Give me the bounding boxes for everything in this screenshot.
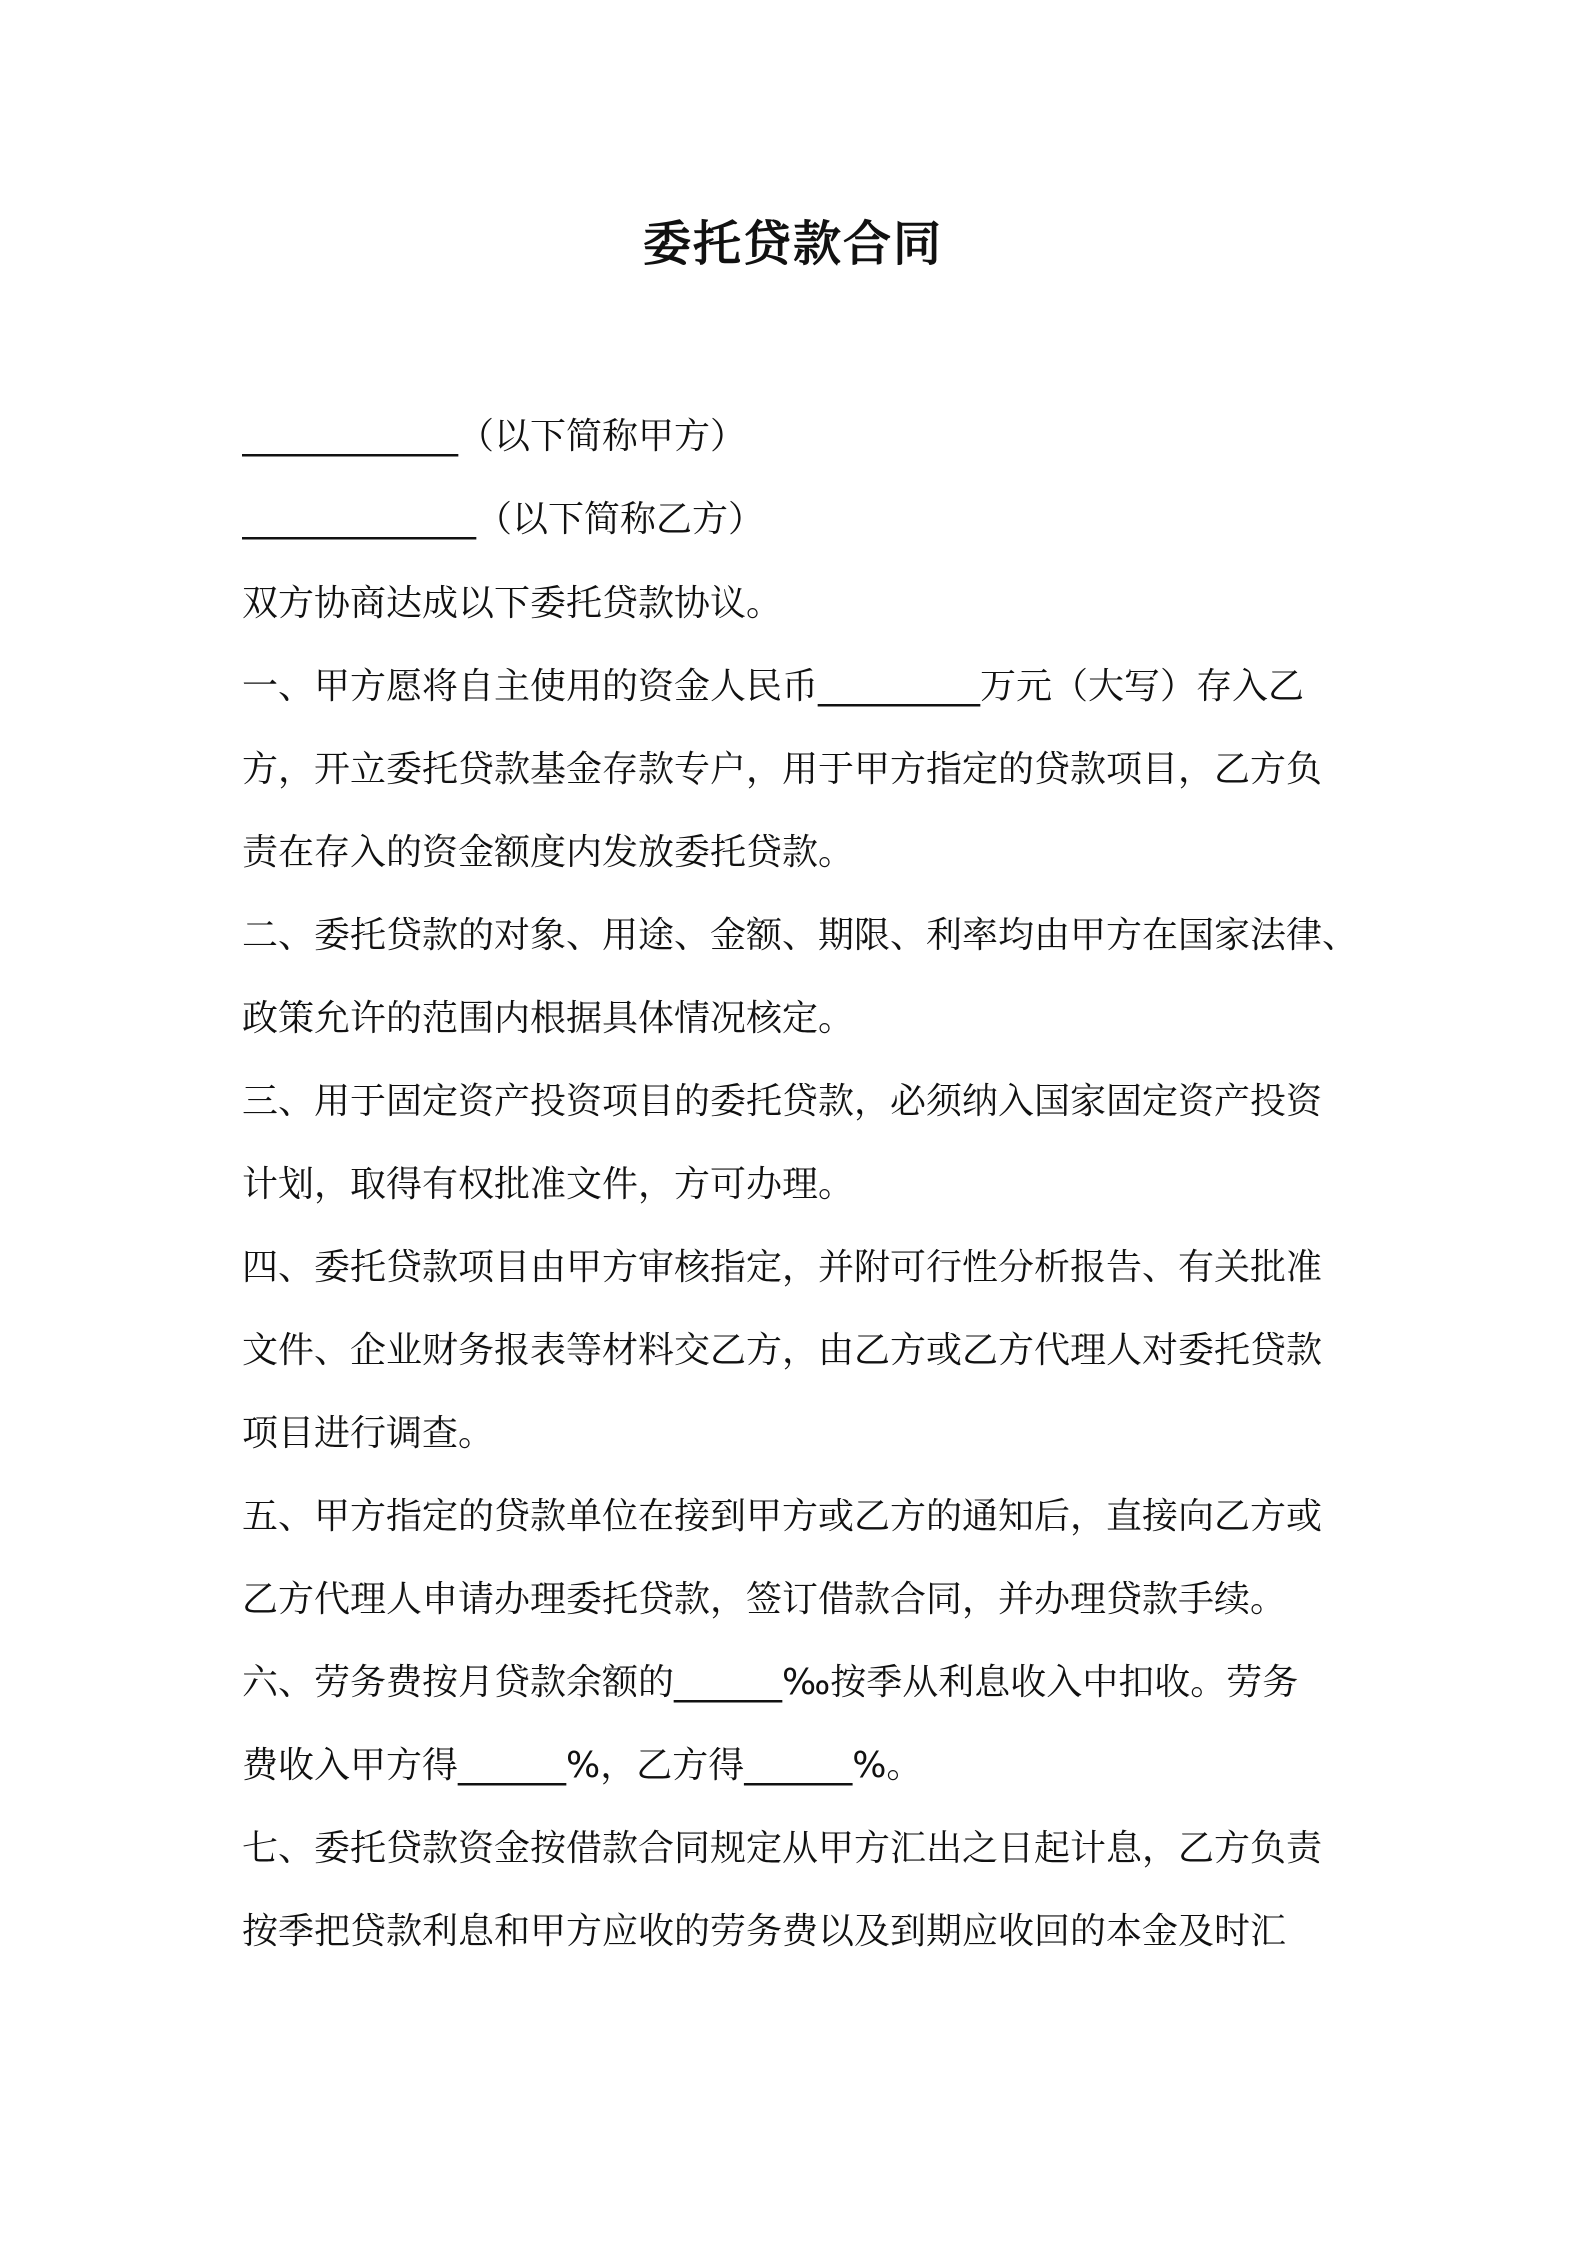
document-title: 委托贷款合同 bbox=[642, 216, 943, 272]
party-b-line: _____________（以下简称乙方） bbox=[242, 499, 765, 540]
clause-6-line-2: 费收入甲方得______%，乙方得______%。 bbox=[242, 1745, 923, 1786]
clause-4-line-3: 项目进行调查。 bbox=[242, 1413, 495, 1454]
clause-1-line-1: 一、甲方愿将自主使用的资金人民币_________万元（大写）存入乙 bbox=[242, 666, 1305, 707]
agreement-intro: 双方协商达成以下委托贷款协议。 bbox=[242, 583, 783, 624]
clause-7-line-2: 按季把贷款利息和甲方应收的劳务费以及到期应收回的本金及时汇 bbox=[242, 1911, 1287, 1952]
clause-5-line-1: 五、甲方指定的贷款单位在接到甲方或乙方的通知后，直接向乙方或 bbox=[242, 1496, 1323, 1537]
clause-4-line-2: 文件、企业财务报表等材料交乙方，由乙方或乙方代理人对委托贷款 bbox=[242, 1330, 1323, 1371]
clause-3-line-1: 三、用于固定资产投资项目的委托贷款，必须纳入国家固定资产投资 bbox=[242, 1081, 1323, 1122]
clause-4-line-1: 四、委托贷款项目由甲方审核指定，并附可行性分析报告、有关批准 bbox=[242, 1247, 1323, 1288]
clause-7-line-1: 七、委托贷款资金按借款合同规定从甲方汇出之日起计息，乙方负责 bbox=[242, 1828, 1323, 1869]
clause-1-line-2: 方，开立委托贷款基金存款专户，用于甲方指定的贷款项目，乙方负 bbox=[242, 749, 1323, 790]
clause-2-line-1: 二、委托贷款的对象、用途、金额、期限、利率均由甲方在国家法律、 bbox=[242, 915, 1359, 956]
party-a-line: ____________（以下简称甲方） bbox=[242, 416, 747, 457]
clause-3-line-2: 计划，取得有权批准文件，方可办理。 bbox=[242, 1164, 855, 1205]
clause-5-line-2: 乙方代理人申请办理委托贷款，签订借款合同，并办理贷款手续。 bbox=[242, 1579, 1287, 1620]
clause-2-line-2: 政策允许的范围内根据具体情况核定。 bbox=[242, 998, 855, 1039]
clause-1-line-3: 责在存入的资金额度内发放委托贷款。 bbox=[242, 832, 855, 873]
clause-6-line-1: 六、劳务费按月贷款余额的______‰按季从利息收入中扣收。劳务 bbox=[242, 1662, 1299, 1703]
